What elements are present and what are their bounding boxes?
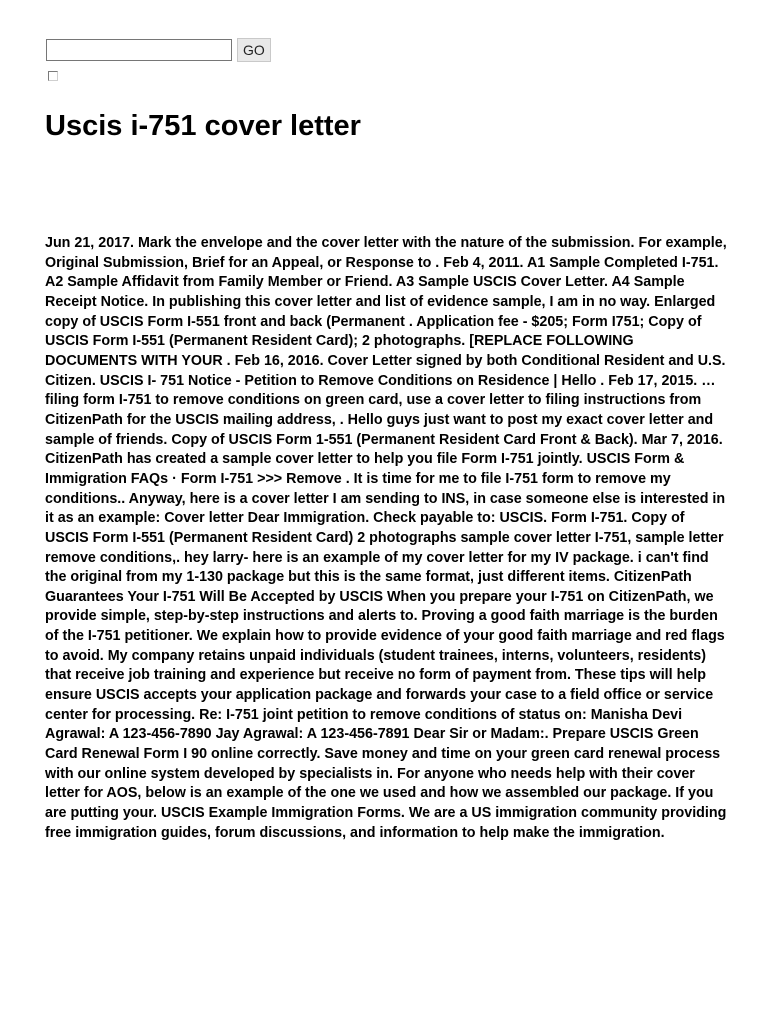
search-input[interactable] — [46, 39, 232, 61]
page-title: Uscis i-751 cover letter — [45, 110, 361, 142]
go-button[interactable]: GO — [237, 38, 271, 62]
toggle-checkbox[interactable] — [48, 71, 58, 81]
search-bar — [46, 38, 271, 62]
article-body: Jun 21, 2017. Mark the envelope and the cover letter with the nature of the submission. For example, Original Submission, Brief for an Appeal, or Response to . Feb 4, 2011. A1 Sample Completed I-751. A2 Sample Affidavit from Family Member or Friend. A3 Sample USCIS Cover Letter. A4 Sample Receipt Notice. In publishing this cover letter and list of evidence sample, I am in no way. Enlarged copy of USCIS Form I-551 front and back (Permanent . Application fee - $205; Form I751; Copy of USCIS Form I-551 (Permanent Resident Card); 2 photographs. [REPLACE FOLLOWING DOCUMENTS WITH YOUR . Feb 16, 2016. Cover Letter signed by both Conditional Resident and U.S. Citizen. USCIS I- 751 Notice - Petition to Remove Conditions on Residence | Hello . Feb 17, 2015. … filing form I-751 to remove conditions on green card, use a cover letter to filing instructions from CitizenPath for the USCIS mailing address, . Hello guys just want to post my exact cover letter and sample of friends. Copy of USCIS Form 1-551 (Permanent Resident Card Front & Back). Mar 7, 2016. CitizenPath has created a sample cover letter to help you file Form I-751 jointly. USCIS Form & Immigration FAQs · Form I-751 >>> Remove . It is time for me to file I-751 form to remove my conditions.. Anyway, here is a cover letter I am sending to INS, in case someone else is interested in it as an example: Cover letter Dear Immigration. Check payable to: USCIS. Form I-751. Copy of USCIS Form I-551 (Permanent Resident Card) 2 photographs sample cover letter I-751, sample letter remove conditions,. hey larry- here is an example of my cover letter for my IV package. i can't find the original from my 1-130 package but this is the same format, just different items. CitizenPath Guarantees Your I-751 Will Be Accepted by USCIS When you prepare your I-751 on CitizenPath, we provide simple, step-by-step instructions and alerts to. Proving a good faith marriage is the burden of the I-751 petitioner. We explain how to provide evidence of your good faith marriage and red flags to avoid. My company retains unpaid individuals (student trainees, interns, volunteers, residents) that receive job training and experience but receive no form of payment from. These tips will help ensure USCIS accepts your application package and forwards your case to a field office or service center for processing. Re: I-751 joint petition to remove conditions of status on: Manisha Devi Agrawal: A 123-456-7890 Jay Agrawal: A 123-456-7891 Dear Sir or Madam:. Prepare USCIS Green Card Renewal Form I 90 online correctly. Save money and time on your green card renewal process with our online system developed by specialists in. For anyone who needs help with their cover letter for AOS, below is an example of the one we used and how we assembled our package. If you are putting your. USCIS Example Immigration Forms. We are a US immigration community providing free immigration guides, forum discussions, and information to help make the immigration. — [45, 235, 727, 841]
